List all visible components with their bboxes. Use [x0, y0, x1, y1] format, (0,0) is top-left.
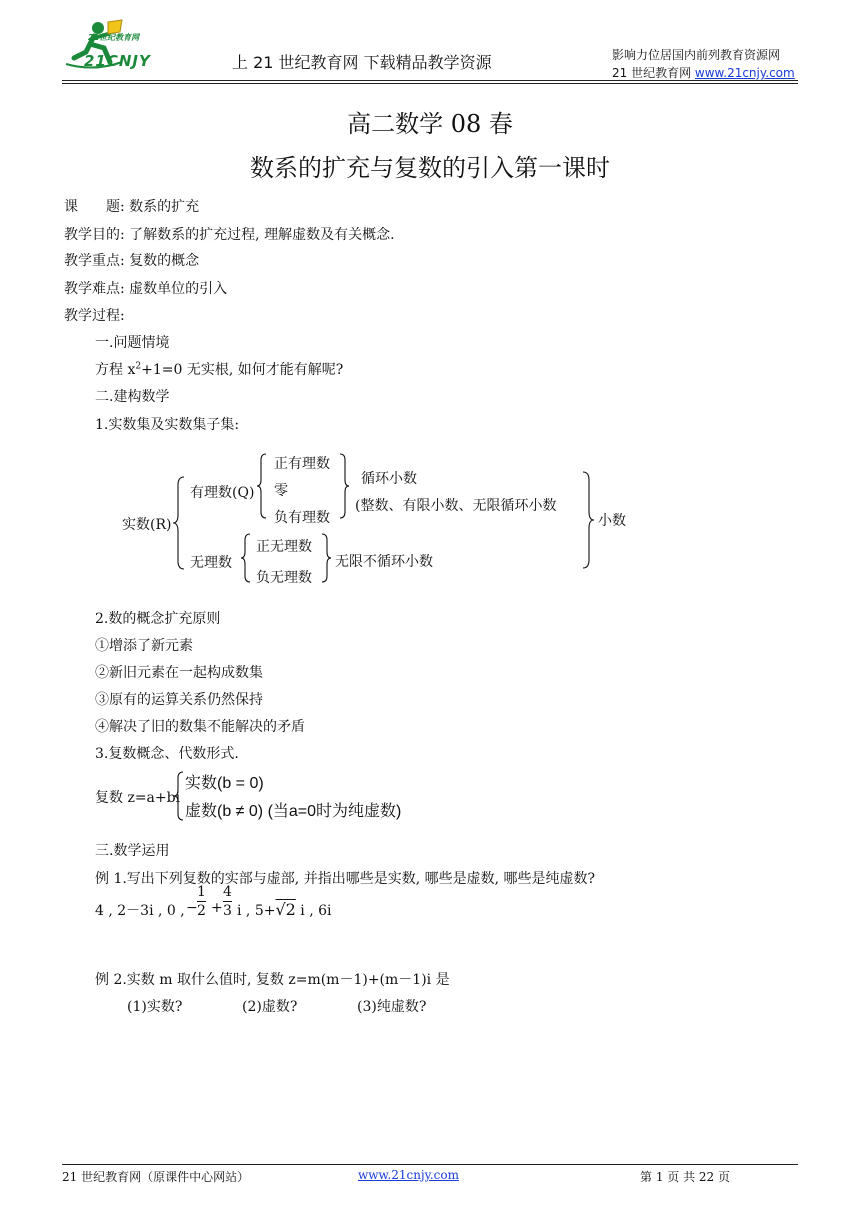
- fraction-bar: [223, 901, 232, 902]
- tree-non-repeating: 无限不循环小数: [335, 554, 433, 570]
- complex-label: 复数 z=a+bi: [95, 790, 181, 806]
- topic-label: 课 题:: [64, 199, 125, 215]
- tree-real: 实数(R): [122, 517, 172, 533]
- example1-minus: −: [186, 900, 198, 916]
- complex-imag-case: 虚数(b ≠ 0) (当a=0时为纯虚数): [185, 803, 402, 820]
- example1-plus: +: [211, 900, 223, 916]
- goal-row: [64, 224, 395, 244]
- tree-decimal: 小数: [598, 513, 626, 529]
- principle-2: ②新旧元素在一起构成数集: [95, 665, 263, 681]
- header-divider: [62, 80, 798, 81]
- section2-heading: 二.建构数学: [95, 389, 170, 405]
- header-site-link[interactable]: www.21cnjy.com: [694, 66, 795, 80]
- section2-item1: 1.实数集及实数集子集:: [95, 417, 240, 433]
- logo-big-text: 21CNJY: [84, 52, 151, 70]
- goal-value: 了解数系的扩充过程, 理解虚数及有关概念.: [129, 227, 395, 243]
- header-slogan: 上 21 世纪教育网 下载精品教学资源: [232, 53, 492, 72]
- tree-rational: 有理数(Q): [190, 485, 255, 501]
- example2-text: 例 2.实数 m 取什么值时, 复数 z=m(m－1)+(m－1)i 是: [95, 972, 450, 988]
- fraction-four-thirds: [223, 884, 232, 919]
- tree-pos-rational: 正有理数: [274, 456, 330, 472]
- difficulty-value: 虚数单位的引入: [129, 281, 228, 297]
- brace-complex-icon: [173, 770, 185, 822]
- footer-divider: [62, 1164, 798, 1165]
- header-right-line2: [612, 64, 795, 81]
- tree-neg-rational: 负有理数: [274, 510, 330, 526]
- equation-exponent: 2: [135, 361, 142, 372]
- tree-zero: 零: [274, 483, 288, 499]
- key-value: 复数的概念: [129, 253, 200, 269]
- topic-row: [64, 196, 199, 216]
- footer-page-number: 第 1 页 共 22 页: [640, 1170, 730, 1184]
- brace-real-icon: [172, 475, 186, 571]
- brace-irrational-icon: [240, 532, 252, 584]
- goal-label: 教学目的:: [64, 227, 125, 243]
- example1-list-b-text: i , 5+: [237, 903, 276, 919]
- header-right-prefix: 21 世纪教育网: [612, 66, 695, 80]
- fraction-one-half-denominator: 2: [197, 903, 206, 919]
- fraction-bar: [197, 901, 206, 902]
- key-label: 教学重点:: [64, 253, 125, 269]
- brace-irrational-right-icon: [320, 532, 332, 584]
- header-right-line1: 影响力位居国内前列教育资源网: [612, 48, 781, 62]
- section2-item3: 3.复数概念、代数形式.: [95, 746, 239, 762]
- section1-heading: 一.问题情境: [95, 335, 170, 351]
- example1-list-c: i , 6i: [295, 903, 332, 919]
- section2-item2: 2.数的概念扩充原则: [95, 611, 221, 627]
- example2-q2: (2)虚数?: [242, 999, 298, 1015]
- topic-value: 数系的扩充: [129, 199, 200, 215]
- difficulty-label: 教学难点:: [64, 281, 125, 297]
- tree-pos-irrational: 正无理数: [256, 539, 312, 555]
- tree-irrational: 无理数: [190, 555, 232, 571]
- logo-small-text: 21世纪教育网: [88, 33, 140, 42]
- equation-start: 方程 x: [95, 362, 136, 378]
- footer-site-link[interactable]: www.21cnjy.com: [358, 1168, 459, 1182]
- example2-q1: (1)实数?: [127, 999, 183, 1015]
- equation-rest: +1=0 无实根, 如何才能有解呢?: [141, 362, 344, 378]
- brace-decimal-icon: [581, 470, 595, 570]
- example1-list-a: 4 , 2－3i , 0 ,: [95, 903, 185, 919]
- difficulty-row: [64, 278, 227, 298]
- fraction-four-thirds-numerator: 4: [223, 884, 232, 900]
- page-title: 高二数学 08 春: [347, 110, 513, 138]
- footer-left: 21 世纪教育网（原课件中心网站）: [62, 1170, 250, 1184]
- tree-neg-irrational: 负无理数: [256, 570, 312, 586]
- key-row: [64, 250, 199, 270]
- complex-real-case: 实数(b = 0): [185, 775, 264, 792]
- fraction-one-half-numerator: 1: [197, 884, 206, 900]
- tree-repeating: 循环小数: [361, 471, 417, 487]
- section1-text: [95, 359, 343, 379]
- header-divider-thin: [62, 83, 798, 84]
- principle-1: ①增添了新元素: [95, 638, 193, 654]
- fraction-four-thirds-denominator: 3: [223, 903, 232, 919]
- site-logo[interactable]: [64, 18, 176, 74]
- example2-q3: (3)纯虚数?: [357, 999, 427, 1015]
- process-label: 教学过程:: [64, 308, 125, 324]
- brace-rational-right-icon: [338, 452, 350, 520]
- fraction-one-half: [197, 884, 206, 919]
- brace-rational-icon: [256, 452, 268, 520]
- principle-3: ③原有的运算关系仍然保持: [95, 692, 263, 708]
- principle-4: ④解决了旧的数集不能解决的矛盾: [95, 719, 305, 735]
- page-subtitle: 数系的扩充与复数的引入第一课时: [250, 154, 610, 182]
- example1-list-b: [237, 900, 332, 919]
- sqrt-two: √2: [275, 900, 296, 919]
- tree-finite: (整数、有限小数、无限循环小数: [355, 498, 557, 514]
- section3-heading: 三.数学运用: [95, 843, 170, 859]
- example1-text: 例 1.写出下列复数的实部与虚部, 并指出哪些是实数, 哪些是虚数, 哪些是纯虚数?: [95, 871, 596, 887]
